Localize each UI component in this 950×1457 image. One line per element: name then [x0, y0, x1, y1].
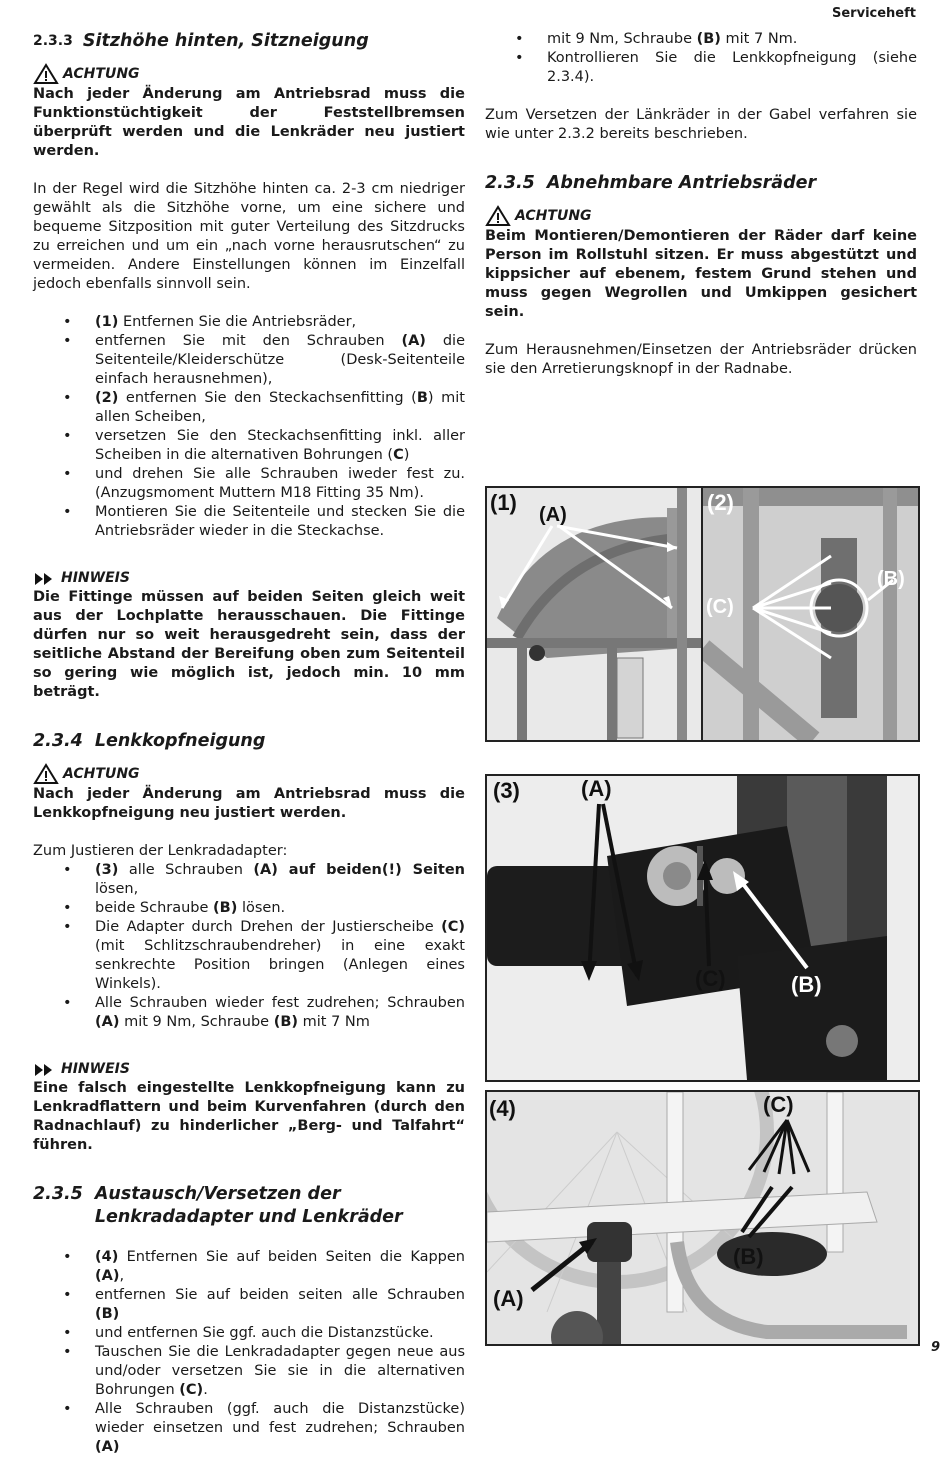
instruction-list — [33, 1248, 465, 1457]
hint-text: Eine falsch eingestellte Lenkkopfneigung kann zu Lenkradflattern und beim Kurvenfahren (durch den Radnachlauf) zu hinderlicher „Berg- und Talfahrt“ führen. — [33, 1080, 465, 1153]
hint-label — [33, 1060, 465, 1079]
figure-number: (3) — [493, 778, 520, 803]
warning-label-text: ACHTUNG — [515, 207, 592, 224]
list-item: • Die Adapter durch Drehen der Justierscheibe (C) (mit Schlitzschraubendreher) in eine exakt senkrechte Position bringen (Anlegen eines Winkels). — [95, 918, 465, 994]
hint-text: Die Fittinge müssen auf beiden Seiten gleich weit aus der Lochplatte herausschauen. Die Fittinge dürfen nur so weit herausgedreht sein, dass der seitliche Abstand der Bereifung oben zum Seitenteil so gering wie möglich ist, jedoch min. 10 mm beträgt. — [33, 589, 465, 700]
figure-2-illustration — [703, 488, 918, 740]
paragraph: Zum Versetzen der Länkräder in der Gabel verfahren sie wie unter 2.3.2 bereits beschrieben. — [485, 107, 917, 142]
header-label: Serviceheft — [832, 6, 916, 21]
figure-3 — [485, 774, 920, 1082]
list-item: • und drehen Sie alle Schrauben iweder fest zu. (Anzugsmoment Muttern M18 Fitting 35 Nm). — [95, 465, 465, 503]
page-number: 9 — [930, 1340, 940, 1355]
list-item: • (4) Entfernen Sie auf beiden Seiten die Kappen (A), — [95, 1248, 465, 1286]
list-item: • (3) alle Schrauben (A) auf beiden(!) Seiten lösen, — [95, 861, 465, 899]
left-column — [33, 30, 465, 1457]
section-title: Sitzhöhe hinten, Sitzneigung — [82, 31, 369, 51]
list-item: • und entfernen Sie ggf. auch die Distanzstücke. — [95, 1324, 465, 1343]
warning-label — [33, 63, 465, 85]
section-number: 2.3.3 — [33, 33, 73, 49]
warning-label-text: ACHTUNG — [63, 65, 140, 82]
section-2-3-5-removable-heading — [485, 172, 917, 195]
section-title: Austausch/Versetzen der Lenkradadapter und Lenkräder — [94, 1184, 403, 1227]
section-number: 2.3.5 — [485, 173, 535, 193]
hint-label — [33, 569, 465, 588]
list-item: • Montieren Sie die Seitenteile und stecken Sie die Antriebsräder wieder in die Steckachse. — [95, 503, 465, 541]
list-item: • Alle Schrauben (ggf. auch die Distanzstücke) wieder einsetzen und fest zudrehen; Schrauben (A) — [95, 1400, 465, 1457]
list-item: • Tauschen Sie die Lenkradadapter gegen neue aus und/oder versetzen Sie sie in die alternativen Bohrungen (C). — [95, 1343, 465, 1400]
section-title: Abnehmbare Antriebsräder — [546, 173, 817, 193]
callout-c: (C) — [763, 1092, 794, 1117]
section-title: Lenkkopfneigung — [94, 731, 266, 751]
warning-text: Nach jeder Änderung am Antriebsrad muss die Funktionstüchtigkeit der Feststellbremsen überprüft werden und die Lenkräder neu justiert werden. — [33, 86, 465, 159]
figure-1 — [485, 486, 705, 742]
warning-triangle-icon — [33, 763, 59, 785]
section-2-3-4-heading — [33, 730, 465, 753]
list-item: • beide Schraube (B) lösen. — [95, 899, 465, 918]
callout-b: (B) — [877, 568, 905, 590]
figure-4 — [485, 1090, 920, 1346]
warning-label — [485, 205, 917, 227]
warning-triangle-icon — [485, 205, 511, 227]
callout-a: (A) — [539, 504, 567, 526]
list-item-continued: • mit 9 Nm, Schraube (B) mit 7 Nm. — [547, 30, 917, 49]
list-item: • versetzen Sie den Steckachsenfitting inkl. aller Scheiben in die alternativen Bohrungen (C) — [95, 427, 465, 465]
callout-a: (A) — [493, 1286, 524, 1311]
list-item: • Alle Schrauben wieder fest zudrehen; Schrauben (A) mit 9 Nm, Schraube (B) mit 7 Nm — [95, 994, 465, 1032]
callout-c: (C) — [695, 966, 726, 991]
list-item: • (2) entfernen Sie den Steckachsenfitting (B) mit allen Scheiben, — [95, 389, 465, 427]
instruction-list — [33, 313, 465, 541]
right-column — [485, 30, 917, 379]
warning-text: Nach jeder Änderung am Antriebsrad muss die Lenkkopfneigung neu justiert werden. — [33, 786, 465, 821]
figure-number: (1) — [490, 490, 517, 515]
section-number: 2.3.4 — [33, 731, 83, 751]
callout-a: (A) — [581, 776, 612, 801]
paragraph: In der Regel wird die Sitzhöhe hinten ca. 2-3 cm niedriger gewählt als die Sitzhöhe vorne, um eine sichere und bequeme Sitzposition mit guter Verteilung des Sitzdrucks zu erreichen und um ein „nach vorne herausrutschen“ zu vermeiden. Andere Einstellungen können im Einzelfall jedoch ebenfalls sinnvoll sein. — [33, 181, 465, 292]
section-2-3-3-heading — [33, 30, 465, 53]
paragraph: Zum Justieren der Lenkradadapter: — [33, 843, 288, 859]
callout-c: (C) — [706, 596, 734, 618]
warning-text: Beim Montieren/Demontieren der Räder darf keine Person im Rollstuhl sitzen. Er muss abgestützt und kippsicher auf ebenem, festem Grund stehen und muss gegen Wegrollen und Umkippen gesichert sein. — [485, 228, 917, 320]
double-arrow-icon — [33, 571, 57, 587]
warning-label — [33, 763, 465, 785]
figure-1-illustration — [487, 488, 703, 740]
figure-4-illustration — [487, 1092, 918, 1344]
figure-number: (4) — [489, 1096, 516, 1121]
list-item: • (1) Entfernen Sie die Antriebsräder, — [95, 313, 465, 332]
hint-label-text: HINWEIS — [61, 1061, 130, 1077]
list-item: • entfernen Sie mit den Schrauben (A) die Seitenteile/Kleiderschütze (Desk-Seitenteile einfach herausnehmen), — [95, 332, 465, 389]
warning-label-text: ACHTUNG — [63, 765, 140, 782]
hint-label-text: HINWEIS — [61, 570, 130, 586]
figure-2 — [701, 486, 920, 742]
section-2-3-5-heading — [33, 1183, 465, 1229]
warning-triangle-icon — [33, 63, 59, 85]
figure-3-illustration — [487, 776, 918, 1080]
section-number: 2.3.5 — [33, 1184, 83, 1204]
list-item: • Kontrollieren Sie die Lenkkopfneigung (siehe 2.3.4). — [547, 49, 917, 87]
paragraph: Zum Herausnehmen/Einsetzen der Antriebsräder drücken sie den Arretierungsknopf in der Radnabe. — [485, 342, 917, 377]
instruction-list — [33, 861, 465, 1032]
callout-b: (B) — [791, 972, 822, 997]
list-item: • entfernen Sie auf beiden seiten alle Schrauben (B) — [95, 1286, 465, 1324]
instruction-list-continued — [485, 30, 917, 87]
callout-b: (B) — [733, 1244, 764, 1269]
double-arrow-icon — [33, 1062, 57, 1078]
figure-number: (2) — [707, 490, 734, 515]
